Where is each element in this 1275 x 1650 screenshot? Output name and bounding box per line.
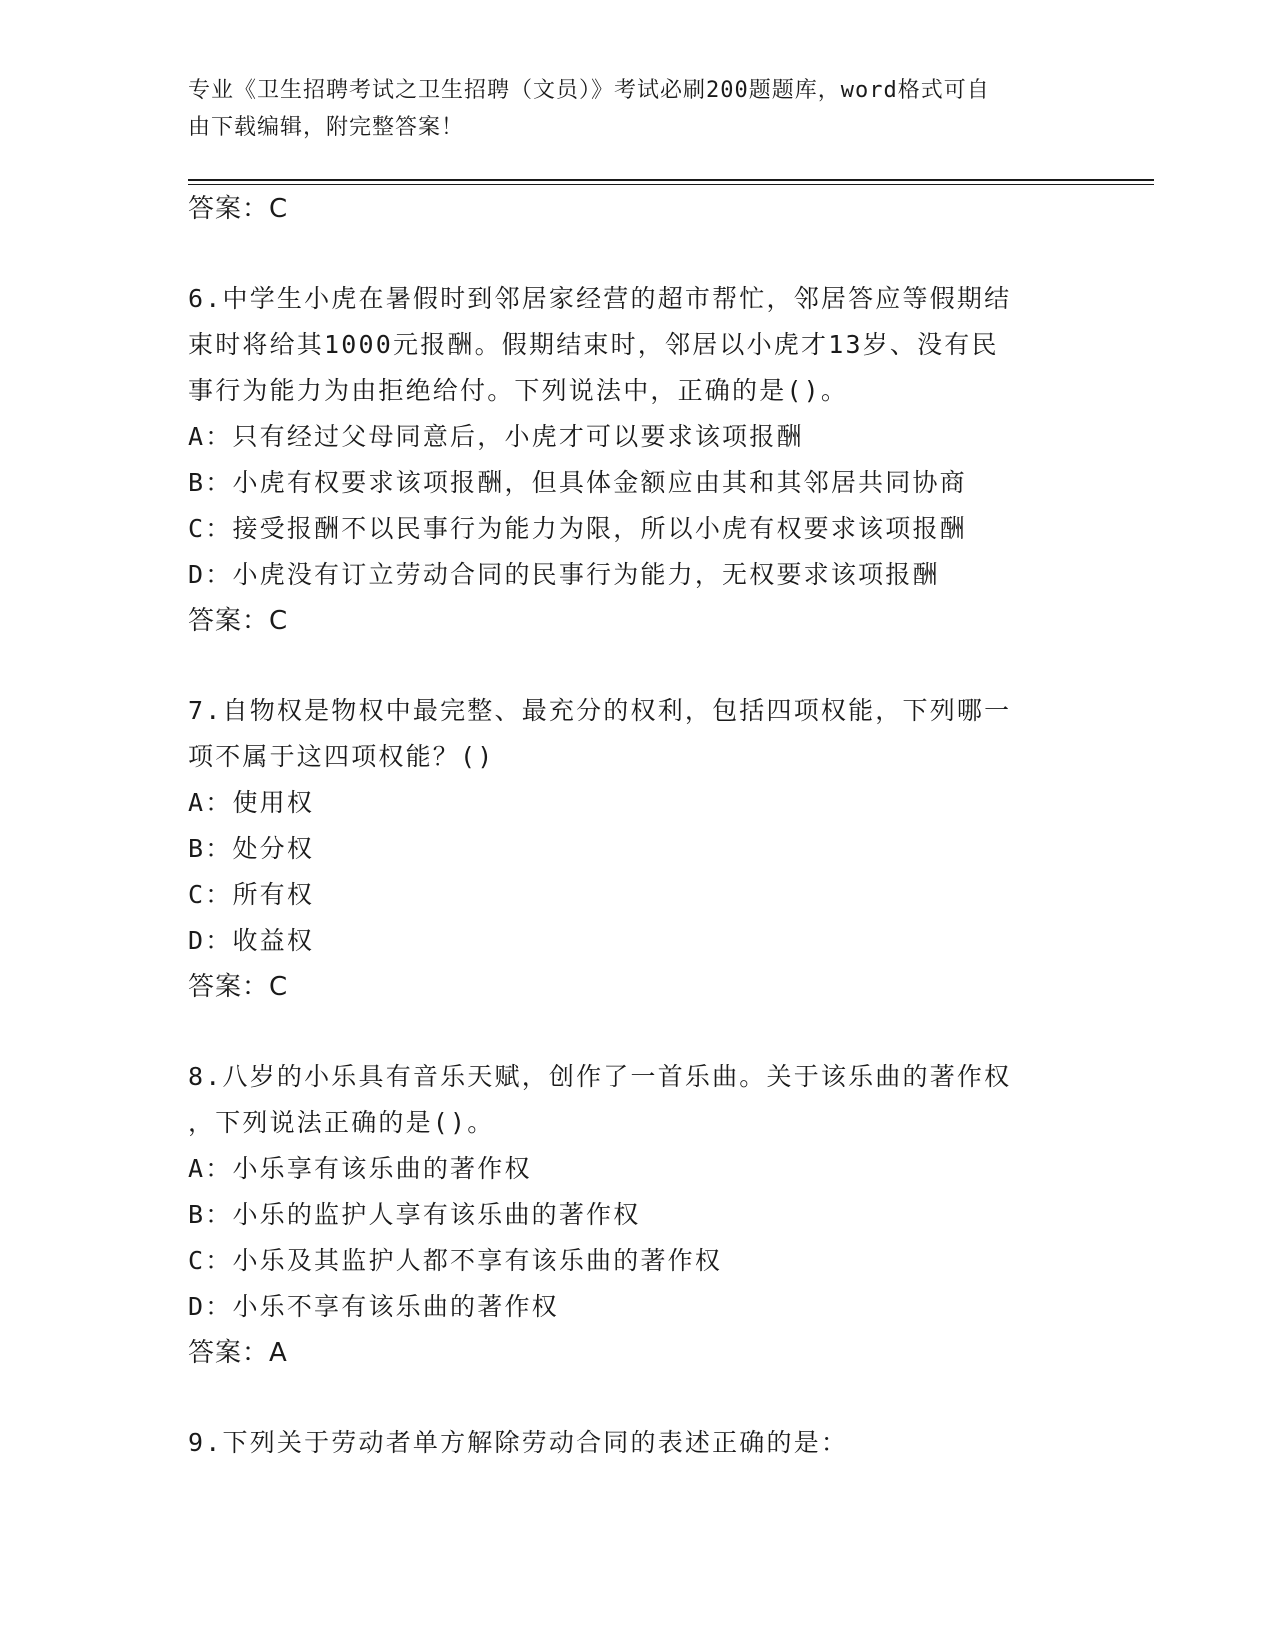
question-stem-line: ，下列说法正确的是()。: [188, 1108, 495, 1137]
question-stem-line: 9.下列关于劳动者单方解除劳动合同的表述正确的是：: [188, 1428, 849, 1457]
questions-body: [188, 186, 1088, 1466]
question-stem-line: 事行为能力为由拒绝给付。下列说法中，正确的是()。: [188, 376, 849, 405]
spacer: [188, 644, 1088, 688]
option-c: C：小乐及其监护人都不享有该乐曲的著作权: [188, 1246, 723, 1275]
answer: 答案：A: [188, 1338, 288, 1368]
option-b: B：小虎有权要求该项报酬，但具体金额应由其和其邻居共同协商: [188, 468, 967, 497]
answer: 答案：C: [188, 972, 289, 1002]
answer: 答案：C: [188, 606, 289, 636]
header-line-1: 专业《卫生招聘考试之卫生招聘（文员）》考试必刷200题题库，word格式可自: [188, 78, 990, 103]
option-b: B：处分权: [188, 834, 315, 863]
option-a: A：使用权: [188, 788, 315, 817]
question-stem-line: 8.八岁的小乐具有音乐天赋，创作了一首乐曲。关于该乐曲的著作权: [188, 1062, 1012, 1091]
question-8: [188, 1054, 1088, 1376]
option-a: A：小乐享有该乐曲的著作权: [188, 1154, 532, 1183]
option-b: B：小乐的监护人享有该乐曲的著作权: [188, 1200, 641, 1229]
option-c: C：所有权: [188, 880, 315, 909]
question-stem-line: 项不属于这四项权能？(): [188, 742, 495, 771]
header-divider-thick: [188, 179, 1154, 181]
header-divider-thin: [188, 184, 1154, 185]
question-stem-line: 束时将给其1000元报酬。假期结束时，邻居以小虎才13岁、没有民: [188, 330, 999, 359]
option-c: C：接受报酬不以民事行为能力为限，所以小虎有权要求该项报酬: [188, 514, 967, 543]
previous-answer: 答案：C: [188, 194, 289, 224]
option-d: D：收益权: [188, 926, 315, 955]
option-d: D：小乐不享有该乐曲的著作权: [188, 1292, 559, 1321]
question-9: [188, 1420, 1088, 1466]
spacer: [188, 1376, 1088, 1420]
question-stem-line: 7.自物权是物权中最完整、最充分的权利，包括四项权能，下列哪一: [188, 696, 1012, 725]
option-d: D：小虎没有订立劳动合同的民事行为能力，无权要求该项报酬: [188, 560, 940, 589]
header-line-2: 由下载编辑，附完整答案！: [188, 115, 465, 140]
question-stem-line: 6.中学生小虎在暑假时到邻居家经营的超市帮忙，邻居答应等假期结: [188, 284, 1012, 313]
question-7: [188, 688, 1088, 1010]
spacer: [188, 1010, 1088, 1054]
question-6: [188, 276, 1088, 644]
spacer: [188, 232, 1088, 276]
document-header: [188, 72, 1068, 146]
option-a: A：只有经过父母同意后，小虎才可以要求该项报酬: [188, 422, 804, 451]
